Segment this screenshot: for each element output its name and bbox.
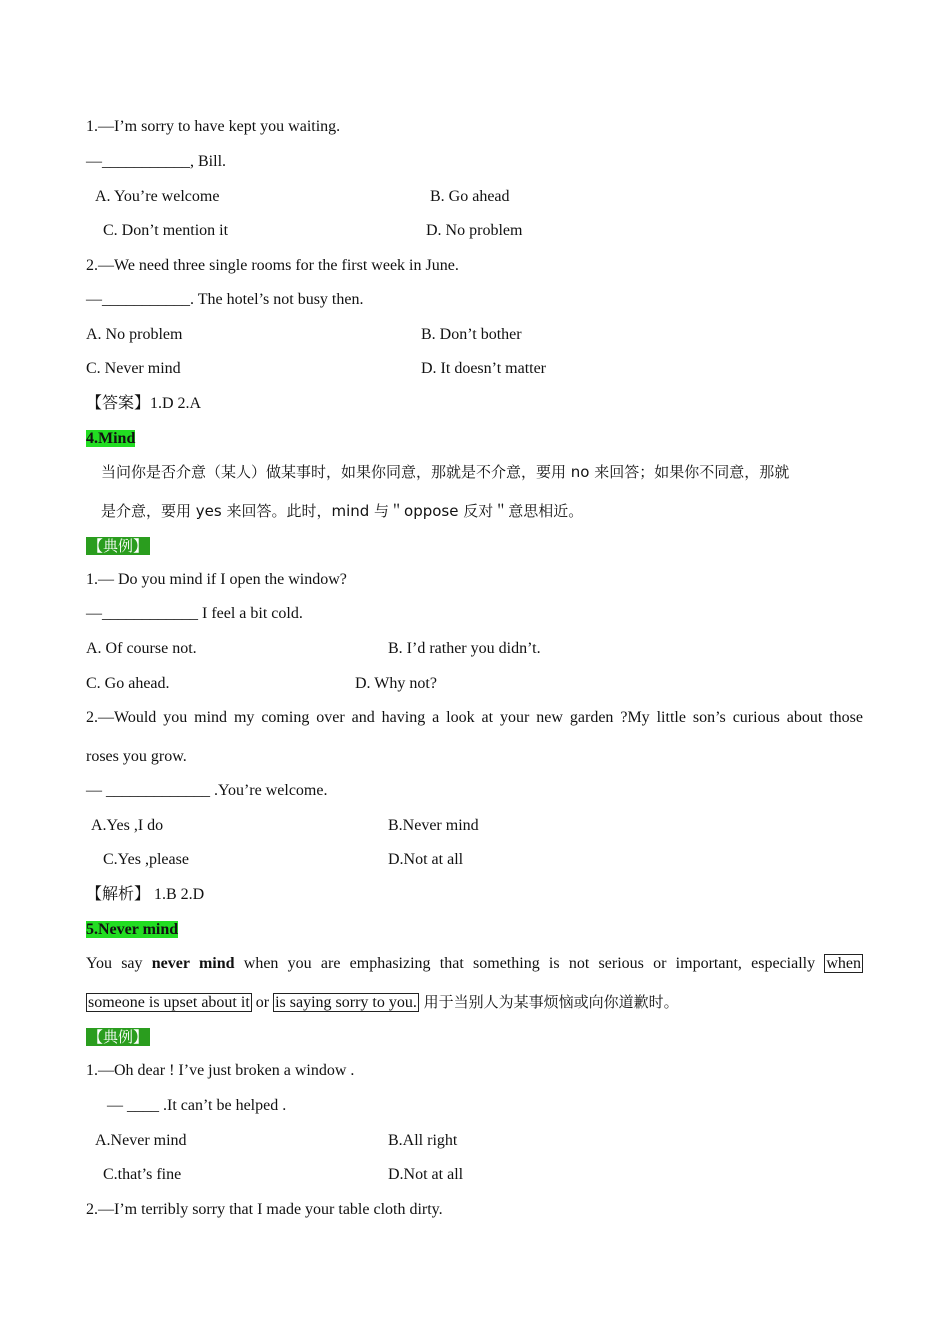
def-text-pre: You say bbox=[86, 955, 152, 972]
boxed-phrase-sorry: is saying sorry to you. bbox=[275, 994, 417, 1011]
nm-q1-option-c: C.that’s fine bbox=[103, 1166, 182, 1183]
nm-q1-option-a: A.Never mind bbox=[95, 1132, 187, 1149]
q2-option-b: B. Don’t bother bbox=[421, 326, 522, 343]
boxed-phrase-upset: someone is upset about it bbox=[88, 994, 250, 1011]
def-term: never mind bbox=[151, 955, 235, 972]
section-heading-never-mind bbox=[86, 920, 178, 940]
section-title: 4.Mind bbox=[86, 430, 136, 447]
nm-q1-option-d: D.Not at all bbox=[388, 1166, 464, 1183]
mind-q2-option-c: C.Yes ,please bbox=[103, 851, 189, 868]
answer-key: 【答案】1.D 2.A bbox=[86, 395, 202, 412]
q1-stem: 1.—I’m sorry to have kept you waiting. bbox=[86, 118, 341, 135]
mind-q2-stem-line1: 2.—Would you mind my coming over and having a look at your new garden ?My little son’s curious about those bbox=[86, 709, 863, 726]
section-heading-mind bbox=[86, 429, 135, 449]
mind-q1-stem: 1.— Do you mind if I open the window? bbox=[86, 571, 347, 588]
never-mind-definition-line2 bbox=[86, 992, 679, 1013]
q1-option-a: A. You’re welcome bbox=[95, 188, 220, 205]
example-label bbox=[86, 536, 150, 556]
q1-option-c: C. Don’t mention it bbox=[103, 222, 229, 239]
section-title: 5.Never mind bbox=[86, 921, 179, 938]
example-label-text: 【典例】 bbox=[88, 1028, 149, 1046]
q2-option-d: D. It doesn’t matter bbox=[421, 360, 547, 377]
q1-reply: —___________, Bill. bbox=[86, 153, 227, 170]
example-label bbox=[86, 1027, 150, 1047]
boxed-phrase-when: when bbox=[826, 955, 862, 972]
mind-q2-stem-line2: roses you grow. bbox=[86, 748, 187, 765]
q2-option-c: C. Never mind bbox=[86, 360, 181, 377]
nm-q1-reply: — ____ .It can’t be helped . bbox=[107, 1097, 287, 1114]
nm-q1-option-b: B.All right bbox=[388, 1132, 458, 1149]
q1-option-d: D. No problem bbox=[426, 222, 523, 239]
mind-q1-option-a: A. Of course not. bbox=[86, 640, 197, 657]
q2-stem: 2.—We need three single rooms for the first week in June. bbox=[86, 257, 459, 274]
analysis-key: 【解析】 1.B 2.D bbox=[86, 886, 205, 903]
nm-q1-stem: 1.—Oh dear ! I’ve just broken a window . bbox=[86, 1062, 355, 1079]
mind-q2-option-b: B.Never mind bbox=[388, 817, 479, 834]
q2-option-a: A. No problem bbox=[86, 326, 183, 343]
q1-option-b: B. Go ahead bbox=[430, 188, 510, 205]
mind-q1-option-d: D. Why not? bbox=[355, 675, 437, 692]
mind-q2-reply: — _____________ .You’re welcome. bbox=[86, 782, 328, 799]
def-or: or bbox=[251, 994, 274, 1011]
mind-q2-option-a: A.Yes ,I do bbox=[91, 817, 164, 834]
mind-q2-option-d: D.Not at all bbox=[388, 851, 464, 868]
mind-q1-option-c: C. Go ahead. bbox=[86, 675, 170, 692]
def-text-post: when you are emphasizing that something is not serious or important, especially bbox=[234, 955, 825, 972]
never-mind-definition-line1 bbox=[86, 954, 863, 974]
mind-explanation-line2: 是介意，要用 yes 来回答。此时，mind 与＂oppose 反对＂意思相近。 bbox=[101, 502, 584, 520]
q2-reply: —___________. The hotel’s not busy then. bbox=[86, 291, 364, 308]
nm-q2-stem: 2.—I’m terribly sorry that I made your table cloth dirty. bbox=[86, 1201, 443, 1218]
example-label-text: 【典例】 bbox=[88, 537, 149, 555]
mind-q1-option-b: B. I’d rather you didn’t. bbox=[388, 640, 541, 657]
def-chinese: 用于当别人为某事烦恼或向你道歉时。 bbox=[418, 993, 679, 1011]
mind-explanation-line1: 当问你是否介意（某人）做某事时，如果你同意，那就是不介意，要用 no 来回答；如果你不同意，那就 bbox=[101, 463, 790, 481]
mind-q1-reply: —____________ I feel a bit cold. bbox=[86, 605, 303, 622]
